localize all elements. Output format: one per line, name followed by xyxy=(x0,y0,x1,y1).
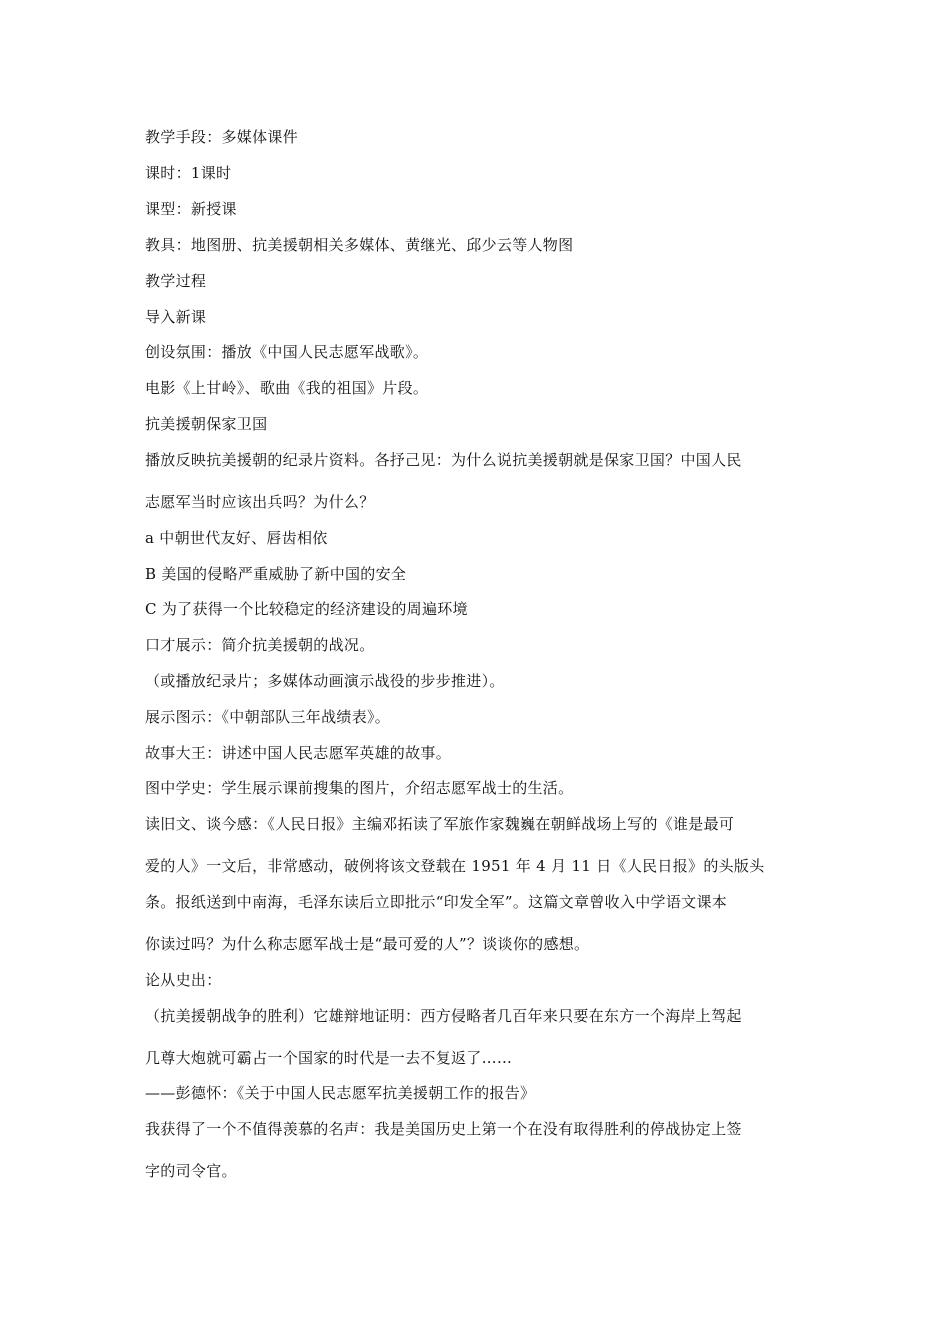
heading-introduction: 导入新课 xyxy=(145,308,207,326)
text-line-old-article-3: 条。报纸送到中南海，毛泽东读后立即批示“印发全军”。这篇文章曾收入中学语文课本 xyxy=(145,893,728,911)
text-line-lesson-type: 课型：新授课 xyxy=(145,200,237,218)
heading-history-argument: 论从史出： xyxy=(145,971,222,989)
text-line-documentary: 播放反映抗美援朝的纪录片资料。各抒己见：为什么说抗美援朝就是保家卫国？中国人民 xyxy=(145,451,742,469)
text-line-old-article: 读旧文、谈今感：《人民日报》主编邓拓读了军旅作家魏巍在朝鲜战场上写的《谁是最可 xyxy=(145,815,735,833)
text-line-eloquence: 口才展示：简介抗美援朝的战况。 xyxy=(145,636,375,654)
text-line-atmosphere: 创设氛围：播放《中国人民志愿军战歌》。 xyxy=(145,343,429,361)
text-line-teaching-means: 教学手段：多媒体课件 xyxy=(145,128,299,146)
text-line-clark-quote: 我获得了一个不值得羡慕的名声：我是美国历史上第一个在没有取得胜利的停战协定上签 xyxy=(145,1120,742,1138)
text-line-storyteller: 故事大王：讲述中国人民志愿军英雄的故事。 xyxy=(145,744,452,762)
text-line-pictures: 图中学史：学生展示课前搜集的图片，介绍志愿军战士的生活。 xyxy=(145,779,574,797)
text-line-movie-song: 电影《上甘岭》、歌曲《我的祖国》片段。 xyxy=(145,379,429,397)
list-item-c: C 为了获得一个比较稳定的经济建设的周遍环境 xyxy=(145,600,468,618)
quote-line-2: 几尊大炮就可霸占一个国家的时代是一去不复返了…… xyxy=(145,1049,513,1067)
quote-attribution: ——彭德怀：《关于中国人民志愿军抗美援朝工作的报告》 xyxy=(145,1084,536,1102)
heading-teaching-process: 教学过程 xyxy=(145,272,207,290)
text-line-documentary-cont: 志愿军当时应该出兵吗？为什么？ xyxy=(145,493,375,511)
text-line-old-article-4: 你读过吗？为什么称志愿军战士是“最可爱的人”？谈谈你的感想。 xyxy=(145,935,590,953)
heading-resist-us-aid-korea: 抗美援朝保家卫国 xyxy=(145,415,268,433)
text-line-teaching-aids: 教具：地图册、抗美援朝相关多媒体、黄继光、邱少云等人物图 xyxy=(145,236,574,254)
text-line-clark-quote-2: 字的司令官。 xyxy=(145,1162,237,1180)
quote-line-1: （抗美援朝战争的胜利）它雄辩地证明：西方侵略者几百年来只要在东方一个海岸上驾起 xyxy=(145,1007,742,1025)
text-line-or-documentary: （或播放纪录片；多媒体动画演示战役的步步推进）。 xyxy=(145,672,505,690)
text-line-show-chart: 展示图示：《中朝部队三年战绩表》。 xyxy=(145,708,391,726)
list-item-a: a 中朝世代友好、唇齿相依 xyxy=(145,529,328,547)
list-item-b: B 美国的侵略严重威胁了新中国的安全 xyxy=(145,565,407,583)
text-line-class-hours: 课时：1课时 xyxy=(145,164,232,182)
text-line-old-article-2: 爱的人》一文后，非常感动，破例将该文登载在 1951 年 4 月 11 日《人民日报》的头版头 xyxy=(145,857,765,875)
